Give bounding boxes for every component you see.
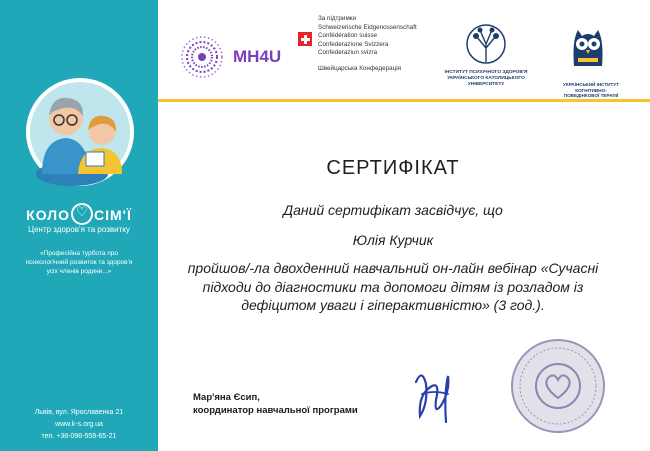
address-text: Львів, вул. Ярославенка 21 bbox=[34, 409, 124, 416]
certificate-statement: Даний сертифікат засвідчує, що bbox=[283, 202, 503, 218]
brand-subtitle: Центр здоров'я та розвитку bbox=[28, 225, 130, 234]
mental-health-institute-text: ІНСТИТУТ ПСИХІЧНОГО ЗДОРОВ'Я УКРАЇНСЬКОГО КАТОЛИЦЬКОГО УНІВЕРСИТЕТУ bbox=[444, 70, 528, 87]
slogan-text: «Професійна турбота про психологічний розвиток та здоров'я усіх членів родини...» bbox=[25, 250, 133, 275]
heart-icon bbox=[71, 203, 93, 225]
brand-logo bbox=[0, 203, 158, 225]
phone-text: тел. +38-098-559-65-21 bbox=[41, 433, 117, 440]
swiss-confederation-text bbox=[318, 15, 417, 74]
family-illustration-icon bbox=[14, 70, 144, 190]
certificate-title: СЕРТИФІКАТ bbox=[326, 157, 460, 179]
tree-emblem-icon bbox=[460, 22, 512, 70]
sidebar-panel bbox=[0, 0, 158, 451]
swiss-line-fr: Confédération suisse bbox=[318, 32, 378, 40]
signer-block bbox=[193, 391, 358, 417]
swiss-flag-icon bbox=[298, 32, 312, 46]
swiss-line-de: Schweizerische Eidgenossenschaft bbox=[318, 23, 417, 31]
handwritten-signature-icon bbox=[408, 364, 458, 428]
swiss-line-it: Confederazione Svizzera bbox=[318, 40, 389, 48]
signer-name: Мар'яна Єсип, bbox=[193, 392, 260, 403]
mh4u-emblem-icon bbox=[176, 30, 228, 80]
owl-emblem-icon bbox=[568, 22, 608, 68]
brand-left-text: КОЛО bbox=[26, 207, 70, 223]
header-divider bbox=[158, 99, 650, 102]
swiss-top-line: За підтримки bbox=[318, 15, 357, 22]
brand-right-text: СІМ'Ї bbox=[93, 207, 132, 223]
certificate-description: пройшов/-ла двохденний навчальний он-лайн вебінар «Сучасні підходи до діагностики та допомоги дітям із розладом із дефіцитом уваги і гіперактивністю» (3 год.). bbox=[187, 260, 599, 313]
mh4u-label: MH4U bbox=[233, 47, 282, 66]
swiss-line-rm: Confederaziun svizra bbox=[318, 49, 378, 57]
round-stamp-icon bbox=[508, 336, 608, 436]
swiss-line-ukr: Швейцарська Конфедерація bbox=[318, 64, 402, 72]
recipient-name: Юлія Курчик bbox=[352, 232, 434, 248]
website-text: www.k-s.org.ua bbox=[55, 421, 103, 428]
signer-role: координатор навчальної програми bbox=[193, 405, 358, 416]
contact-block bbox=[0, 407, 158, 443]
cbt-institute-text: УКРАЇНСЬКИЙ ІНСТИТУТ КОГНІТИВНО-ПОВЕДІНКОВОЇ ТЕРАПІЇ bbox=[563, 82, 619, 99]
